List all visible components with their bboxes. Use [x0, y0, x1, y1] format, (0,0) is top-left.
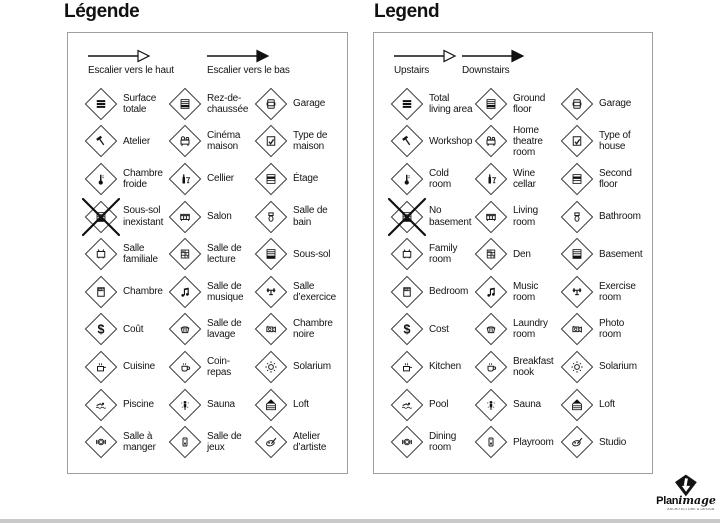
legend-item-label: Salle d’exercice — [293, 280, 337, 303]
legend-item — [389, 86, 473, 122]
sofa-icon — [473, 199, 509, 235]
bed-icon — [389, 274, 425, 310]
legend-item — [473, 123, 559, 159]
legend-item-label: Salle de lecture — [207, 242, 242, 266]
legend-item — [473, 236, 559, 272]
legend-item — [473, 199, 559, 235]
loft-icon — [559, 387, 595, 423]
legend-item — [83, 199, 167, 235]
legend-item — [559, 311, 652, 347]
legend-item-label: Chambre noire — [293, 318, 333, 341]
legend-item — [167, 161, 253, 197]
stairs-up-arrow-icon — [88, 49, 151, 63]
legend-item — [167, 311, 253, 347]
legend-item — [83, 311, 167, 347]
legend-item-label: Coût — [123, 323, 144, 335]
legend-item-label: Type de maison — [293, 130, 328, 153]
legend-item-label: Ground floor — [513, 92, 546, 115]
legend-item-label: Surface totale — [123, 92, 157, 115]
legend-item-label: Workshop — [429, 135, 473, 147]
legend-item — [389, 349, 473, 385]
legend-item-label: Salle de lavage — [207, 318, 242, 341]
legend-item — [167, 86, 253, 122]
legend-item — [473, 161, 559, 197]
legend-panel-english — [373, 32, 653, 474]
dining-icon — [83, 424, 119, 460]
legend-item — [253, 199, 347, 235]
upper-floor-icon — [253, 161, 289, 197]
stairs-arrows-section — [68, 33, 347, 85]
legend-item — [473, 349, 559, 385]
legend-item — [559, 274, 652, 310]
tv-icon — [389, 236, 425, 272]
sauna-icon — [167, 387, 203, 423]
toilet-icon — [559, 199, 595, 235]
legend-item — [389, 123, 473, 159]
camera-icon — [559, 311, 595, 347]
legend-item — [559, 86, 652, 122]
legend-item — [389, 387, 473, 423]
dollar-icon — [83, 311, 119, 347]
sauna-icon — [473, 387, 509, 423]
legend-item — [253, 274, 347, 310]
music-icon — [473, 274, 509, 310]
legend-item — [473, 86, 559, 122]
dining-icon — [389, 424, 425, 460]
legend-item-label: Sauna — [207, 398, 235, 410]
legend-item — [559, 424, 652, 460]
legend-item — [83, 274, 167, 310]
legend-item — [389, 274, 473, 310]
legend-item — [167, 236, 253, 272]
legend-item-label: Salle familiale — [123, 242, 158, 266]
legend-item — [83, 236, 167, 272]
loft-icon — [253, 387, 289, 423]
basement-icon — [253, 236, 289, 272]
legend-item — [559, 161, 652, 197]
stairs-down-arrow-icon — [462, 49, 525, 63]
legend-item — [167, 387, 253, 423]
stairs-down-legend — [207, 49, 290, 76]
stairs-up-label: Upstairs — [394, 65, 430, 76]
legend-item-label: Living room — [513, 205, 538, 228]
tv-icon — [83, 236, 119, 272]
coffee-icon — [473, 349, 509, 385]
logo-image-text: image — [678, 494, 716, 507]
legend-item-label: Den — [513, 248, 531, 260]
legend-item-label: Salle de bain — [293, 205, 328, 228]
legend-item-label: Salle de jeux — [207, 430, 242, 454]
legend-item — [253, 349, 347, 385]
panel-title-french: Légende — [64, 1, 140, 22]
legend-item-label: Salle à manger — [123, 430, 156, 454]
legend-item — [167, 349, 253, 385]
legend-item-label: Loft — [599, 398, 615, 410]
stairs-down-arrow-icon — [207, 49, 270, 63]
swimmer-icon — [389, 387, 425, 423]
legend-item-label: Piscine — [123, 398, 154, 410]
legend-items-grid — [374, 85, 652, 461]
hammer-icon — [83, 123, 119, 159]
planimage-wordmark — [652, 495, 720, 507]
legend-item-label: Photo room — [599, 318, 625, 341]
legend-panel-french — [67, 32, 348, 474]
legend-item — [389, 161, 473, 197]
kitchen-icon — [389, 349, 425, 385]
legend-item-label: Sous-sol — [293, 248, 331, 260]
legend-item-label: Solarium — [293, 361, 331, 373]
legend-item-label: Breakfast nook — [513, 355, 554, 378]
legend-item — [167, 199, 253, 235]
legend-item-label: Sauna — [513, 398, 541, 410]
legend-item-label: Home theatre room — [513, 124, 543, 158]
legend-item — [473, 311, 559, 347]
exercise-icon — [559, 274, 595, 310]
legend-item — [83, 123, 167, 159]
total-area-icon — [389, 86, 425, 122]
crossed-out-x-icon — [79, 195, 123, 239]
legend-items-grid — [68, 85, 347, 461]
legend-item-label: Type of house — [599, 130, 631, 153]
legend-item-label: Garage — [293, 98, 326, 110]
legend-item-label: Second floor — [599, 167, 632, 190]
legend-item — [253, 424, 347, 460]
sun-icon — [253, 349, 289, 385]
legend-item — [253, 236, 347, 272]
legend-item-label: Basement — [599, 248, 643, 260]
no-basement-icon — [83, 199, 119, 235]
palette-icon — [559, 424, 595, 460]
no-basement-icon — [389, 199, 425, 235]
legend-item — [559, 236, 652, 272]
svg-text:$: $ — [403, 322, 411, 337]
legend-item — [83, 161, 167, 197]
sun-icon — [559, 349, 595, 385]
planimage-logo — [652, 474, 720, 514]
legend-item-label: Music room — [513, 280, 539, 303]
legend-item-label: Atelier — [123, 135, 150, 147]
legend-item — [253, 311, 347, 347]
legend-item-label: Sous-sol inexistant — [123, 205, 164, 228]
stairs-down-label: Downstairs — [462, 65, 510, 76]
legend-item-label: Playroom — [513, 436, 554, 448]
legend-item — [473, 424, 559, 460]
checklist-icon — [559, 123, 595, 159]
game-icon — [473, 424, 509, 460]
ground-floor-icon — [473, 86, 509, 122]
wine-icon — [473, 161, 509, 197]
legend-item-label: Cellier — [207, 173, 234, 185]
toilet-icon — [253, 199, 289, 235]
stairs-up-label: Escalier vers le haut — [88, 65, 174, 76]
logo-plan-text: Plan — [656, 495, 679, 507]
kitchen-icon — [83, 349, 119, 385]
bed-icon — [83, 274, 119, 310]
stairs-down-legend — [462, 49, 525, 76]
svg-text:$: $ — [97, 322, 105, 337]
upper-floor-icon — [559, 161, 595, 197]
stairs-down-label: Escalier vers le bas — [207, 65, 290, 76]
legend-item-label: Dining room — [429, 430, 457, 454]
stairs-arrows-section — [374, 33, 652, 85]
sofa-icon — [167, 199, 203, 235]
legend-item — [253, 86, 347, 122]
legend-item — [83, 349, 167, 385]
legend-item-label: Pool — [429, 398, 449, 410]
bookshelf-icon — [473, 236, 509, 272]
total-area-icon — [83, 86, 119, 122]
legend-item-label: Cuisine — [123, 361, 155, 373]
garage-icon — [559, 86, 595, 122]
legend-item-label: Salle de musique — [207, 280, 244, 303]
thermometer-icon — [389, 161, 425, 197]
legend-item-label: Bathroom — [599, 210, 641, 222]
panel-title-english: Legend — [374, 1, 440, 22]
legend-item — [389, 424, 473, 460]
legend-item-label: Loft — [293, 398, 309, 410]
legend-item — [559, 349, 652, 385]
basement-icon — [559, 236, 595, 272]
legend-item — [389, 236, 473, 272]
garage-icon — [253, 86, 289, 122]
thermometer-icon — [83, 161, 119, 197]
bottom-border — [0, 519, 720, 523]
legend-item — [83, 387, 167, 423]
laundry-icon — [473, 311, 509, 347]
legend-item-label: No basement — [429, 205, 472, 228]
legend-item-label: Coin-repas — [207, 355, 232, 378]
legend-item — [83, 424, 167, 460]
legend-item — [167, 123, 253, 159]
hammer-icon — [389, 123, 425, 159]
legend-item-label: Étage — [293, 173, 319, 185]
legend-item-label: Rez-de-chaussée — [207, 92, 249, 115]
legend-item-label: Kitchen — [429, 361, 461, 373]
coffee-icon — [167, 349, 203, 385]
legend-item — [253, 387, 347, 423]
legend-item-label: Atelier d’artiste — [293, 430, 327, 454]
legend-item — [473, 274, 559, 310]
logo-tagline: ARCHITECTURE & DESIGN — [667, 507, 715, 511]
legend-item — [473, 387, 559, 423]
stairs-up-arrow-icon — [394, 49, 457, 63]
laundry-icon — [167, 311, 203, 347]
camera-icon — [253, 311, 289, 347]
legend-item-label: Family room — [429, 242, 458, 266]
swimmer-icon — [83, 387, 119, 423]
legend-item — [167, 274, 253, 310]
legend-item-label: Laundry room — [513, 318, 548, 341]
palette-icon — [253, 424, 289, 460]
legend-item-label: Total living area — [429, 92, 473, 115]
legend-item-label: Chambre — [123, 286, 163, 298]
legend-item — [559, 199, 652, 235]
legend-item — [389, 311, 473, 347]
legend-item-label: Solarium — [599, 361, 637, 373]
legend-item-label: Cost — [429, 323, 449, 335]
legend-item-label: Cold room — [429, 167, 451, 190]
legend-item — [83, 86, 167, 122]
checklist-icon — [253, 123, 289, 159]
stairs-up-legend — [394, 49, 457, 76]
legend-item-label: Studio — [599, 436, 627, 448]
exercise-icon — [253, 274, 289, 310]
stairs-up-legend — [88, 49, 174, 76]
dollar-icon — [389, 311, 425, 347]
ground-floor-icon — [167, 86, 203, 122]
legend-item-label: Garage — [599, 98, 632, 110]
projector-icon — [473, 123, 509, 159]
legend-item — [559, 123, 652, 159]
legend-item — [559, 387, 652, 423]
legend-item — [167, 424, 253, 460]
legend-item-label: Cinéma maison — [207, 130, 241, 153]
legend-item — [389, 199, 473, 235]
music-icon — [167, 274, 203, 310]
legend-item — [253, 123, 347, 159]
legend-item-label: Wine cellar — [513, 167, 536, 190]
bookshelf-icon — [167, 236, 203, 272]
crossed-out-x-icon — [385, 195, 429, 239]
legend-item-label: Salon — [207, 210, 232, 222]
legend-item-label: Chambre froide — [123, 167, 163, 190]
legend-item-label: Exercise room — [599, 280, 636, 303]
legend-item-label: Bedroom — [429, 286, 469, 298]
wine-icon — [167, 161, 203, 197]
game-icon — [167, 424, 203, 460]
projector-icon — [167, 123, 203, 159]
legend-item — [253, 161, 347, 197]
